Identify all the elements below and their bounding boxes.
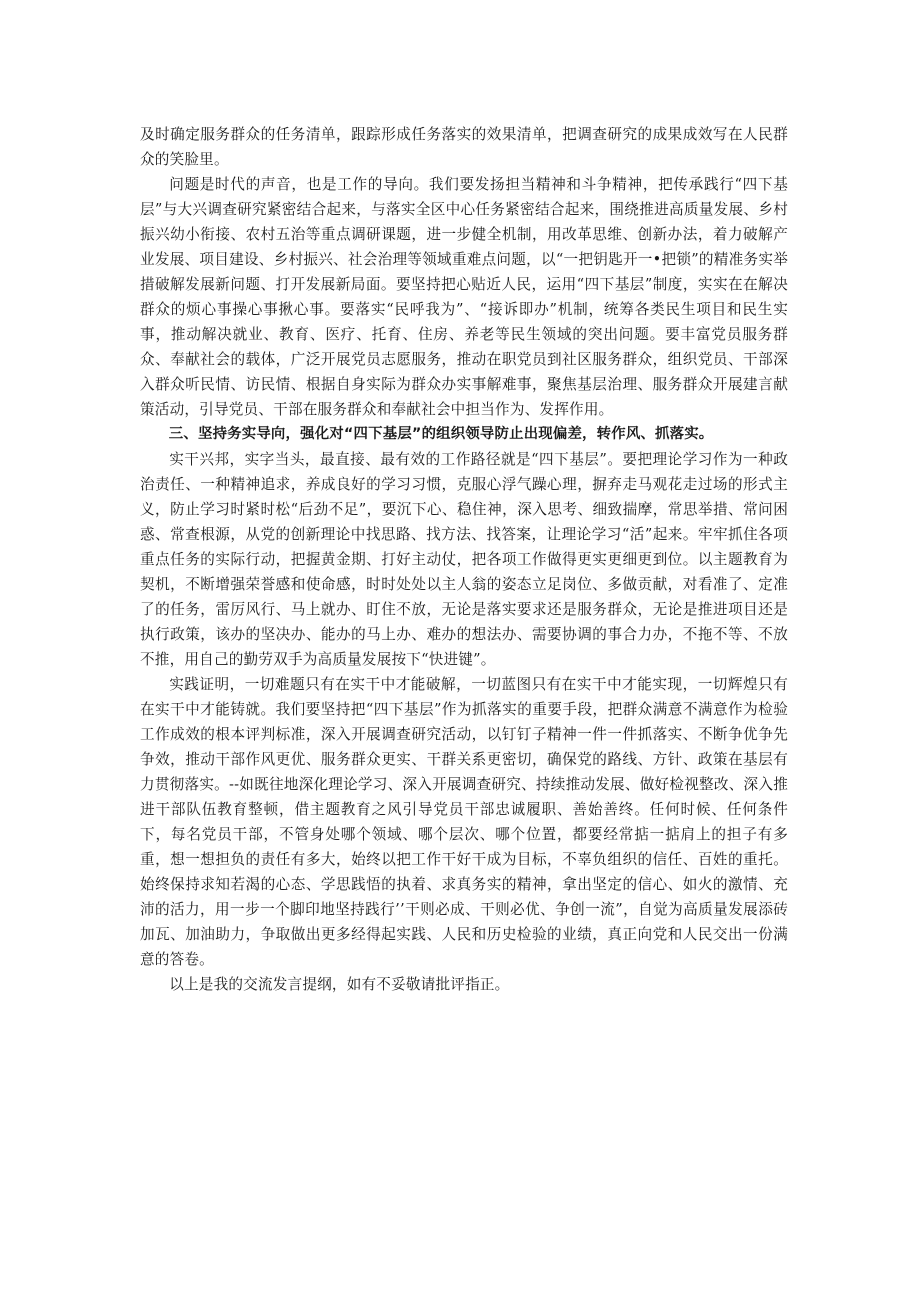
paragraph-practical-work: 实干兴邦，实字当头，最直接、最有效的工作路径就是“四下基层”。要把理论学习作为一种政治责任、一种精神追求，养成良好的学习习惯，克服心浮气躁心理，摒弃走马观花走过场的形式主义，防止学习时紧时松“后劲不足”，要沉下心、稳住神，深入思考、细致揣摩，常思举措、常问困惑、常查根源，从党的创新理论中找思路、找方法、找答案，让理论学习“活”起来。牢牢抓住各项重点任务的实际行动，把握黄金期、打好主动仗，把各项工作做得更实更细更到位。以主题教育为契机，不断增强荣誉感和使命感，时时处处以主人翁的姿态立足岗位、多做贡献，对看准了、定准了的任务，雷厉风行、马上就办、盯住不放，无论是落实要求还是服务群众，无论是推进项目还是执行政策，该办的坚决办、能办的马上办、难办的想法办、需要协调的事合力办，不拖不等、不放不推，用自己的勤劳双手为高质量发展按下“快进键”。: [140, 451, 788, 668]
paragraph-practice-proves: 实践证明，一切难题只有在实干中才能破解，一切蓝图只有在实干中才能实现，一切辉煌只有在实干中才能铸就。我们要坚持把“四下基层”作为抓落实的重要手段，把群众满意不满意作为检验工作成效的根本评判标准，深入开展调查研究活动，以钉钉子精神一件一件抓落实、不断争优争先争效，推动干部作风更优、服务群众更实、干群关系更密切，确保党的路线、方针、政策在基层有力贯彻落实。--如既往地深化理论学习、深入开展调查研究、持续推动发展、做好检视整改、深入推进干部队伍教育整顿，借主题教育之风引导党员干部忠诚履职、善始善终。任何时候、任何条件下，每名党员干部，不管身处哪个领域、哪个层次、哪个位置，都要经常掂一掂肩上的担子有多重，想一想担负的责任有多大，始终以把工作干好干成为目标，不辜负组织的信任、百姓的重托。始终保持求知若渴的心态、学思践悟的执着、求真务实的精神，拿出坚定的信心、如火的激情、充沛的活力，用一步一个脚印地坚持践行’’干则必成、干则必优、争创一流”，自觉为高质量发展添砖加瓦、加油助力，争取做出更多经得起实践、人民和历史检验的业绩，真正向党和人民交出一份满意的答卷。: [140, 676, 788, 968]
section-heading-3: 三、坚持务实导向，强化对“四下基层”的组织领导防止出现偏差，转作风、抓落实。: [168, 426, 714, 442]
paragraph-problem-orientation: 问题是时代的声音，也是工作的导向。我们要发扬担当精神和斗争精神，把传承践行“四下基层”与大兴调查研究紧密结合起来，与落实全区中心任务紧密结合起来，围绕推进高质量发展、乡村振兴幼小衔接、农村五治等重点调研课题，进一步健全机制，用改革思维、创新办法，着力破解产业发展、项目建设、乡村振兴、社会治理等领域重难点问题，以“一把钥匙开一•把锁”的精准务实举措破解发展新问题、打开发展新局面。要坚持把心贴近人民，运用“四下基层”制度，实实在在解决群众的烦心事操心事揪心事。要落实“民呼我为”、“接诉即办”机制，统筹各类民生项目和民生实事，推动解决就业、教育、医疗、托育、住房、养老等民生领域的突出问题。要丰富党员服务群众、奉献社会的载体，广泛开展党员志愿服务，推动在职党员到社区服务群众，组织党员、干部深入群众听民情、访民情、根据自身实际为群众办实事解难事，聚焦基层治理、服务群众开展建言献策活动，引导党员、干部在服务群众和奉献社会中担当作为、发挥作用。: [140, 176, 788, 418]
document-page: [140, 122, 788, 997]
paragraph-continuation: 及时确定服务群众的任务清单，跟踪形成任务落实的效果清单，把调查研究的成果成效写在人民群众的笑脸里。: [140, 126, 788, 168]
paragraph-closing: 以上是我的交流发言提纲，如有不妥敬请批评指正。: [169, 976, 510, 993]
